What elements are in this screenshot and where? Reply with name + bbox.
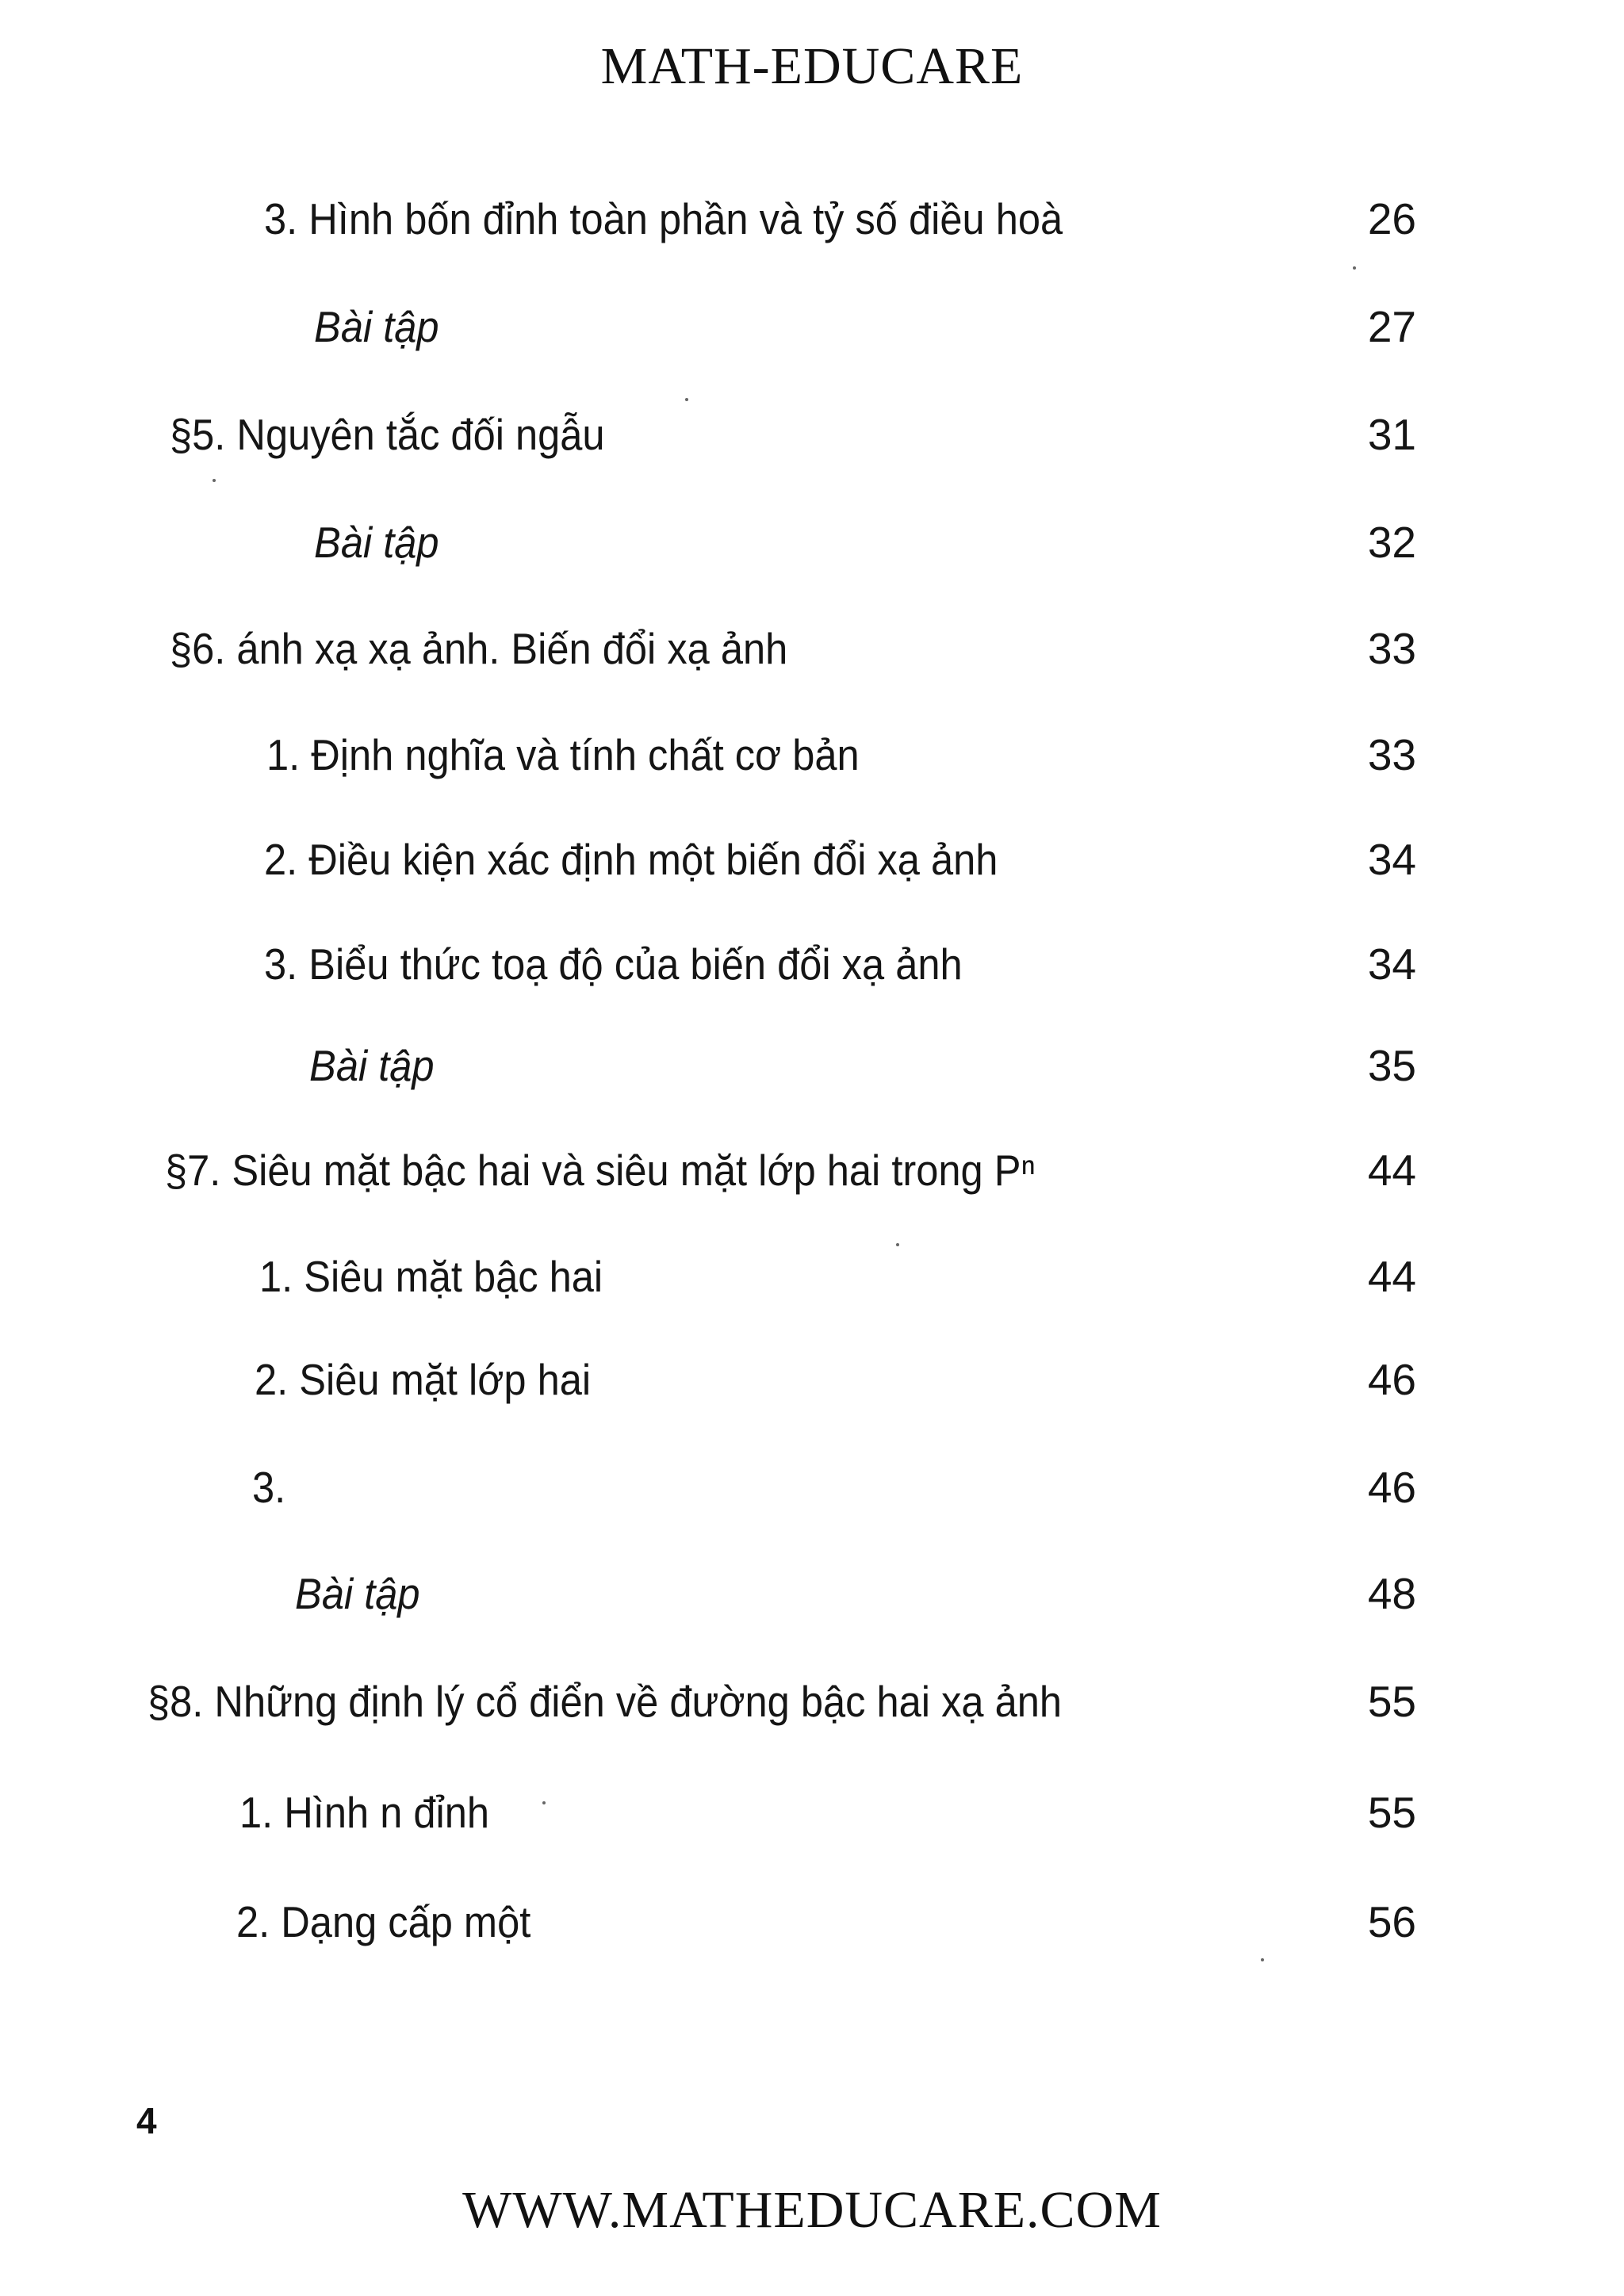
scan-speck: [213, 479, 216, 482]
toc-entry: [0, 617, 1624, 680]
toc-entry: [0, 1245, 1624, 1308]
toc-entry-title: 1. Hình n đỉnh: [239, 1788, 490, 1837]
toc-entry-title: §5. Nguyên tắc đối ngẫu: [170, 410, 605, 459]
toc-entry: [0, 1456, 1624, 1519]
toc-entry-title: 2. Điều kiện xác định một biến đổi xạ ảnh: [264, 835, 998, 884]
toc-entry-page: 46: [1367, 1355, 1416, 1404]
scan-speck: [685, 398, 688, 401]
scan-speck: [542, 1801, 546, 1804]
toc-entry-title: 3. Biểu thức toạ độ của biến đổi xạ ảnh: [264, 939, 963, 989]
toc-entry-page: 56: [1367, 1897, 1416, 1946]
page-footer: WWW.MATHEDUCARE.COM: [462, 2181, 1162, 2239]
toc-entry-page: 55: [1367, 1677, 1416, 1726]
toc-entry-title: 1. Siêu mặt bậc hai: [259, 1252, 603, 1301]
toc-entry-title: 3.: [252, 1463, 286, 1512]
scan-speck: [896, 1243, 899, 1246]
toc-entry-page: 48: [1367, 1569, 1416, 1618]
page-header: MATH-EDUCARE: [600, 37, 1024, 95]
toc-entry: [0, 295, 1624, 358]
page-number: 4: [136, 2100, 157, 2141]
toc-entry: [0, 1562, 1624, 1625]
toc-entry-page: 34: [1367, 939, 1416, 989]
toc-entry-page: 44: [1367, 1252, 1416, 1301]
toc-entry: [0, 723, 1624, 786]
toc-entry-page: 31: [1367, 410, 1416, 459]
toc-entry-page: 26: [1367, 194, 1416, 243]
toc-entry-title: 2. Dạng cấp một: [236, 1897, 531, 1946]
toc-entry-title: Bài tập: [309, 1041, 435, 1090]
toc-entry: [0, 1034, 1624, 1097]
toc-entry: [0, 1348, 1624, 1411]
toc-entry-title: 3. Hình bốn đỉnh toàn phần và tỷ số điều hoà: [264, 194, 1063, 243]
toc-entry: [0, 1890, 1624, 1954]
toc-entry-title: Bài tập: [314, 302, 439, 351]
toc-entry-page: 27: [1367, 302, 1416, 351]
scan-speck: [1261, 1958, 1264, 1961]
toc-entry: [0, 511, 1624, 574]
toc-entry-title: Bài tập: [295, 1569, 420, 1618]
toc-entry-title: 1. Định nghĩa và tính chất cơ bản: [266, 730, 860, 779]
toc-entry-page: 35: [1367, 1041, 1416, 1090]
toc-entry-title: §6. ánh xạ xạ ảnh. Biến đổi xạ ảnh: [170, 624, 788, 673]
toc-entry-page: 34: [1367, 835, 1416, 884]
toc-entry-page: 32: [1367, 518, 1416, 567]
toc-entry: [0, 1670, 1624, 1733]
toc-entry-title: §8. Những định lý cổ điển về đường bậc hai xạ ảnh: [147, 1677, 1063, 1726]
toc-entry: [0, 187, 1624, 251]
toc-entry: [0, 932, 1624, 996]
toc-entry-page: 55: [1367, 1788, 1416, 1837]
toc-entry: [0, 1781, 1624, 1844]
toc-entry-title: 2. Siêu mặt lớp hai: [255, 1355, 592, 1404]
toc-entry-title: §7. Siêu mặt bậc hai và siêu mặt lớp hai trong Pⁿ: [165, 1146, 1036, 1195]
toc-entry-title: Bài tập: [314, 518, 439, 567]
scan-speck: [1353, 266, 1356, 270]
toc-entry: [0, 403, 1624, 466]
toc-entry-page: 33: [1367, 730, 1416, 779]
toc-entry: [0, 828, 1624, 891]
toc-entry-page: 46: [1367, 1463, 1416, 1512]
toc-entry-page: 33: [1367, 624, 1416, 673]
toc-entry: [0, 1138, 1624, 1202]
toc-entry-page: 44: [1367, 1146, 1416, 1195]
